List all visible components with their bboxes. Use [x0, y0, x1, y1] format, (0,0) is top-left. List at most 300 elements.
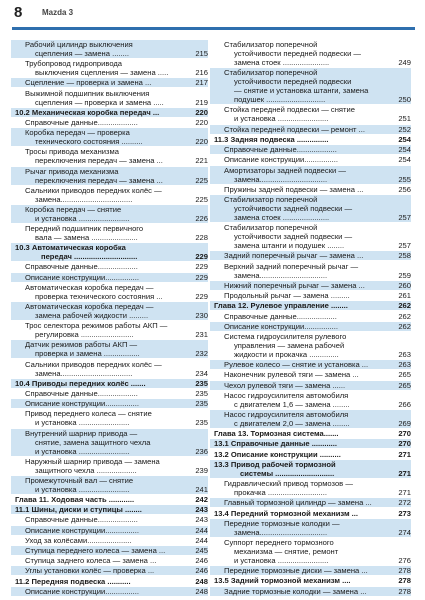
- toc-entry-line: Справочные данные...................: [224, 145, 337, 155]
- toc-entry-title: [224, 145, 396, 154]
- toc-entry-line: Стабилизатор поперечной: [224, 68, 318, 78]
- toc-page-number: 251: [398, 114, 411, 124]
- toc-entry-line: и установка ........................: [35, 418, 130, 428]
- toc-entry-line: 10.2 Механическая коробка передач ...: [15, 107, 160, 117]
- toc-entry-title: [224, 519, 396, 537]
- toc-page-number: 276: [398, 556, 411, 565]
- toc-entry-line: с двигателем 2,0 — замена ........: [234, 419, 350, 429]
- toc-section-heading: [214, 135, 411, 144]
- toc-chapter: [210, 301, 411, 310]
- toc-entry: [15, 283, 208, 301]
- toc-entry-title: [224, 40, 396, 67]
- toc-page-number: 232: [195, 349, 208, 359]
- toc-entry-title: [15, 379, 193, 388]
- toc-section-heading: [210, 460, 411, 478]
- toc-page-number: 216: [195, 68, 208, 78]
- toc-entry-title: [25, 556, 193, 565]
- toc-entry-line: 10.4 Приводы передних колёс .......: [15, 378, 146, 388]
- toc-entry-title: [25, 273, 193, 282]
- toc-entry-line: управления — замена рабочей: [234, 340, 345, 350]
- toc-page-number: 261: [398, 291, 411, 301]
- toc-page-number: 252: [398, 124, 411, 134]
- toc-entry-line: замена штанги и подушек ........: [234, 241, 345, 251]
- toc-entry-line: Задние тормозные колодки — замена ...: [224, 586, 367, 596]
- toc-page-number: 220: [195, 117, 208, 127]
- toc-entry-line: Выжимной подшипник выключения: [25, 88, 150, 98]
- toc-entry-line: Стабилизатор поперечной: [224, 40, 318, 49]
- toc-entry-line: Сальники приводов передних колёс —: [25, 359, 162, 369]
- toc-entry: [11, 40, 208, 58]
- toc-section-heading: [214, 450, 411, 459]
- toc-page-number: 230: [195, 311, 208, 320]
- toc-entry-title: [25, 457, 193, 475]
- toc-entry-title: [25, 409, 193, 427]
- toc-entry: [15, 321, 208, 339]
- toc-entry-line: Стойка передней подвески — ремонт ...: [224, 124, 365, 134]
- toc-page-number: 226: [195, 213, 208, 223]
- toc-entry-line: Глава 11. Ходовая часть ............: [15, 495, 135, 505]
- toc-entry-line: Описание конструкции................: [25, 525, 139, 535]
- toc-entry-line: 13.3 Привод рабочей тормозной: [214, 459, 336, 469]
- toc-entry-line: Автоматическая коробка передач —: [25, 302, 154, 311]
- toc-entry: [15, 224, 208, 242]
- toc-entry: [210, 566, 411, 575]
- toc-entry-line: Коробка передач — проверка: [25, 128, 130, 138]
- toc-entry-title: [25, 167, 193, 185]
- toc-entry-line: Чехол рулевой тяги — замена ......: [224, 380, 346, 390]
- toc-entry-line: замена..................................: [35, 368, 133, 378]
- toc-page-number: 231: [195, 330, 208, 340]
- toc-chapter: [214, 429, 411, 438]
- toc-entry-line: Передние тормозные диски — замена ...: [224, 566, 368, 576]
- toc-entry-title: [25, 566, 193, 575]
- toc-entry-title: [25, 389, 193, 398]
- toc-entry-title: [25, 429, 193, 456]
- toc-entry-title: [25, 59, 193, 77]
- toc-entry: [15, 59, 208, 77]
- toc-entry-title: [25, 40, 193, 58]
- toc-entry-title: [25, 399, 193, 408]
- toc-entry-line: Внутренний шарнир привода —: [25, 428, 138, 438]
- toc-entry-line: Стабилизатор поперечной: [224, 194, 318, 204]
- toc-entry: [210, 68, 411, 104]
- toc-entry-line: и установка ........................: [35, 484, 130, 494]
- toc-page-number: 239: [195, 465, 208, 475]
- toc-entry: [11, 399, 208, 408]
- toc-entry: [210, 498, 411, 507]
- toc-entry-line: Трубопровод гидропривода: [25, 59, 123, 69]
- toc-entry-line: подушек ............................: [234, 95, 326, 105]
- toc-entry-title: [214, 509, 396, 518]
- toc-entry-line: Справочные данные...................: [25, 117, 138, 127]
- toc-entry-title: [224, 125, 396, 134]
- toc-page-number: 270: [398, 439, 411, 449]
- toc-entry-line: Рычаг привода механизма: [25, 166, 119, 176]
- toc-entry-line: Описание конструкции................: [224, 321, 338, 331]
- toc-page-number: 272: [398, 498, 411, 508]
- toc-entry-line: Трос селектора режимов работы АКП —: [25, 321, 168, 331]
- toc-entry: [210, 281, 411, 290]
- toc-entry: [210, 195, 411, 222]
- toc-entry-line: Задний поперечный рычаг — замена ...: [224, 251, 364, 261]
- toc-entry: [11, 526, 208, 535]
- toc-entry-line: замена................................: [234, 270, 328, 280]
- toc-page-number: 243: [195, 505, 208, 515]
- toc-page-number: 235: [195, 418, 208, 428]
- toc-entry-line: Суппорт переднего тормозного: [224, 538, 334, 547]
- toc-entry-title: [224, 479, 396, 497]
- toc-entry-title: [25, 147, 193, 165]
- toc-entry-line: Справочные данные...................: [25, 262, 138, 272]
- toc-entry-line: Глава 12. Рулевое управление ........: [214, 301, 348, 311]
- toc-entry-line: Тросы привода механизма: [25, 147, 119, 157]
- toc-entry-line: 13.2 Описание конструкции ..........: [214, 449, 341, 459]
- toc-entry: [11, 566, 208, 575]
- toc-entry-line: 13.1 Справочные данные ............: [214, 439, 338, 449]
- toc-entry-title: [224, 410, 396, 428]
- toc-page-number: 278: [398, 566, 411, 576]
- toc-section-heading: [210, 439, 411, 448]
- toc-entry: [15, 147, 208, 165]
- toc-entry-line: переключения передач — замена ...: [35, 175, 163, 185]
- toc-entry-line: 13.5 Задний тормозной механизм ....: [214, 576, 351, 586]
- toc-entry: [15, 515, 208, 524]
- toc-page-number: 263: [398, 360, 411, 370]
- toc-entry-line: проверка и замена .................: [35, 349, 140, 359]
- toc-section-heading: [214, 576, 411, 585]
- toc-entry-title: [214, 576, 396, 585]
- toc-entry: [214, 223, 411, 250]
- toc-entry-line: Описание конструкции................: [224, 155, 338, 165]
- toc-entry-title: [214, 301, 396, 310]
- toc-page-number: 265: [398, 370, 411, 380]
- toc-entry: [15, 409, 208, 427]
- toc-entry-line: и установка ........................: [234, 556, 329, 565]
- toc-page-number: 266: [398, 399, 411, 409]
- toc-entry: [11, 476, 208, 494]
- toc-entry-title: [224, 566, 396, 575]
- toc-entry: [214, 155, 411, 164]
- toc-section-heading: [11, 243, 208, 261]
- toc-page-number: 243: [195, 515, 208, 525]
- toc-entry-line: устойчивости передней подвески —: [234, 49, 362, 58]
- toc-entry-title: [15, 495, 193, 504]
- toc-entry-line: 11.3 Задняя подвеска ...............: [214, 134, 329, 144]
- toc-entry-title: [224, 381, 396, 390]
- toc-entry-line: Насос гидроусилителя автомобиля: [224, 410, 349, 420]
- toc-page-number: 220: [195, 107, 208, 117]
- toc-entry-line: Уход за колёсами.....................: [25, 535, 132, 545]
- toc-entry-title: [25, 340, 193, 358]
- toc-entry: [210, 381, 411, 390]
- toc-entry-title: [25, 536, 193, 545]
- toc-page-number: 271: [398, 488, 411, 498]
- toc-entry-title: [224, 370, 396, 379]
- toc-entry-title: [224, 312, 396, 321]
- toc-entry-line: Углы установки колёс — проверка ...: [25, 566, 155, 576]
- toc-page-number: 220: [195, 137, 208, 147]
- toc-entry-title: [214, 460, 396, 478]
- toc-entry-title: [25, 321, 193, 339]
- toc-page-number: 234: [195, 368, 208, 378]
- toc-entry-line: Описание конструкции................: [25, 272, 139, 282]
- toc-page-number: 244: [195, 535, 208, 545]
- toc-page-number: 259: [398, 270, 411, 280]
- toc-entry: [210, 251, 411, 260]
- toc-page-number: 254: [398, 145, 411, 155]
- toc-page-number: 228: [195, 233, 208, 243]
- toc-page-number: 257: [398, 212, 411, 222]
- toc-page-number: 255: [398, 174, 411, 184]
- toc-entry-title: [214, 135, 396, 144]
- toc-entry: [11, 78, 208, 87]
- toc-entry: [210, 166, 411, 184]
- toc-entry-line: — снятие и установка штанги, замена: [234, 86, 369, 96]
- toc-entry-line: снятие, замена защитного чехла: [35, 437, 151, 447]
- toc-entry-line: замена................................: [234, 527, 328, 537]
- toc-entry: [11, 546, 208, 555]
- toc-entry-line: Передние тормозные колодки —: [224, 518, 340, 528]
- toc-page-number: 278: [398, 586, 411, 596]
- toc-entry-title: [224, 166, 396, 184]
- toc-page-number: 263: [398, 349, 411, 359]
- toc-page-number: 254: [398, 134, 411, 144]
- toc-page-number: 254: [398, 155, 411, 165]
- toc-page-number: 273: [398, 508, 411, 518]
- toc-page-number: 241: [195, 484, 208, 494]
- toc-entry-line: Передний подшипник первичного: [25, 224, 144, 234]
- toc-page-number: 271: [398, 449, 411, 459]
- toc-entry-title: [214, 429, 396, 438]
- toc-entry-title: [15, 505, 193, 514]
- toc-page-number: 262: [398, 321, 411, 331]
- page-number: 8: [14, 4, 23, 21]
- toc-entry-title: [224, 262, 396, 280]
- toc-entry-line: Гидравлический привод тормозов —: [224, 479, 353, 489]
- toc-entry-line: Справочные данные...................: [224, 311, 337, 321]
- toc-page-number: 260: [398, 280, 411, 290]
- toc-entry: [210, 322, 411, 331]
- toc-entry-title: [214, 439, 396, 448]
- toc-section-heading: [11, 108, 208, 117]
- toc-entry-line: жидкости и прокачка ..............: [234, 349, 339, 359]
- toc-entry: [11, 429, 208, 456]
- toc-entry: [214, 538, 411, 565]
- toc-entry: [214, 332, 411, 359]
- toc-entry-line: Привод переднего колеса — снятие: [25, 409, 152, 419]
- book-title: Mazda 3: [42, 8, 74, 17]
- toc-entry-line: Описание конструкции................: [25, 399, 139, 409]
- toc-entry-title: [224, 498, 396, 507]
- toc-entry-line: Описание конструкции................: [25, 586, 139, 596]
- toc-entry: [210, 145, 411, 154]
- toc-entry-title: [25, 78, 193, 87]
- toc-chapter: [15, 495, 208, 504]
- toc-entry: [15, 457, 208, 475]
- toc-entry: [11, 128, 208, 146]
- toc-page-number: 225: [195, 175, 208, 185]
- toc-entry-line: Верхний задний поперечный рычаг —: [224, 261, 359, 271]
- toc-entry: [11, 273, 208, 282]
- toc-entry-line: сцепления — проверка и замена .....: [35, 97, 164, 107]
- toc-entry-line: Амортизаторы задней подвески —: [224, 165, 346, 175]
- toc-page-number: 225: [195, 194, 208, 204]
- toc-entry-line: вала — замена ......................: [35, 233, 138, 243]
- toc-page-number: 271: [398, 468, 411, 478]
- toc-entry: [11, 587, 208, 596]
- toc-entry-line: Стабилизатор поперечной: [224, 223, 318, 233]
- toc-entry-line: механизма — снятие, ремонт: [234, 547, 339, 556]
- toc-entry-line: и установка ........................: [35, 446, 130, 456]
- toc-entry: [214, 312, 411, 321]
- toc-page-number: 229: [195, 252, 208, 262]
- toc-entry-title: [25, 89, 193, 107]
- toc-entry-title: [224, 360, 396, 369]
- toc-entry: [214, 262, 411, 280]
- toc-entry-line: Промежуточный вал — снятие: [25, 475, 134, 485]
- toc-section-heading: [214, 509, 411, 518]
- toc-page-number: 235: [195, 378, 208, 388]
- toc-entry: [15, 360, 208, 378]
- toc-entry-line: Сцепление — проверка и замена ...: [25, 78, 152, 88]
- toc-entry-line: Рулевое колесо — снятие и установка ...: [224, 360, 369, 370]
- toc-entry-line: выключения сцепления — замена .....: [35, 68, 169, 78]
- toc-entry-line: Ступица заднего колеса — замена ...: [25, 556, 157, 566]
- toc-entry: [210, 519, 411, 537]
- toc-entry-title: [25, 360, 193, 378]
- toc-entry-title: [224, 105, 396, 123]
- toc-page-number: 242: [195, 495, 208, 505]
- toc-entry-line: защитного чехла ...................: [35, 465, 137, 475]
- toc-entry: [15, 262, 208, 271]
- toc-page-number: 246: [195, 556, 208, 566]
- toc-entry: [15, 118, 208, 127]
- toc-page-number: 249: [398, 58, 411, 67]
- toc-entry-line: Справочные данные...................: [25, 388, 138, 398]
- toc-entry: [214, 479, 411, 497]
- toc-entry-title: [224, 538, 396, 565]
- toc-entry: [15, 556, 208, 565]
- toc-entry: [214, 391, 411, 409]
- toc-entry-line: устойчивости передней подвески: [234, 77, 352, 87]
- toc-entry-line: Пружины задней подвески — замена ...: [224, 184, 364, 194]
- toc-column-left: [15, 40, 208, 596]
- toc-entry-title: [25, 302, 193, 320]
- toc-entry-line: Сальники приводов передних колёс —: [25, 185, 162, 195]
- toc-entry-line: Датчик режимов работы АКП —: [25, 340, 138, 350]
- toc-entry-line: регулировка .........................: [35, 330, 134, 340]
- toc-entry: [214, 370, 411, 379]
- toc-entry-title: [224, 185, 396, 194]
- toc-entry: [214, 105, 411, 123]
- toc-entry-line: Главный тормозной цилиндр — замена ...: [224, 498, 372, 508]
- toc-entry-title: [25, 546, 193, 555]
- toc-page-number: 258: [398, 251, 411, 261]
- toc-page-number: 250: [398, 95, 411, 105]
- toc-entry-title: [25, 224, 193, 242]
- toc-page-number: 229: [195, 291, 208, 301]
- toc-entry-line: Наружный шарнир привода — замена: [25, 456, 160, 466]
- toc-entry-title: [224, 223, 396, 250]
- toc-entry-title: [224, 251, 396, 260]
- toc-entry: [214, 291, 411, 300]
- toc-entry-title: [224, 291, 396, 300]
- toc-entry-title: [25, 587, 193, 596]
- toc-page-number: 219: [195, 97, 208, 107]
- toc-entry-line: 13.4 Передний тормозной механизм ...: [214, 508, 358, 518]
- toc-entry-title: [224, 332, 396, 359]
- toc-entry-line: Коробка передач — снятие: [25, 204, 122, 214]
- toc-page-number: 265: [398, 380, 411, 390]
- toc-entry-line: устойчивости задней подвески —: [234, 203, 353, 213]
- toc-entry-line: Продольный рычаг — замена .........: [224, 291, 350, 301]
- toc-entry: [11, 167, 208, 185]
- toc-entry-line: сцепления — замена ........: [35, 49, 129, 58]
- toc-entry: [11, 205, 208, 223]
- toc-entry-line: проверка технического состояния ...: [35, 291, 163, 301]
- toc-entry-title: [224, 281, 396, 290]
- toc-entry: [15, 389, 208, 398]
- toc-page-number: 270: [398, 429, 411, 439]
- toc-entry-title: [224, 587, 396, 596]
- toc-entry-line: замена стоек ......................: [234, 212, 330, 222]
- toc-entry: [214, 185, 411, 194]
- toc-entry-line: Автоматическая коробка передач —: [25, 282, 154, 292]
- toc-section-heading: [15, 577, 208, 586]
- toc-entry-line: 11.2 Передняя подвеска ...........: [15, 576, 131, 586]
- toc-entry-line: замена..................................: [35, 194, 133, 204]
- toc-page-number: 229: [195, 262, 208, 272]
- toc-entry-title: [25, 526, 193, 535]
- toc-page-number: 235: [195, 399, 208, 409]
- toc-entry-title: [25, 476, 193, 494]
- toc-entry-line: Нижний поперечный рычаг — замена ...: [224, 280, 365, 290]
- toc-entry-line: замена рабочей жидкости .........: [35, 311, 149, 320]
- toc-entry-title: [25, 515, 193, 524]
- toc-entry-line: прокачка ............................: [234, 488, 327, 498]
- toc-page-number: 262: [398, 301, 411, 311]
- toc-entry-line: Рабочий цилиндр выключения: [25, 40, 133, 49]
- toc-entry: [11, 340, 208, 358]
- toc-page-number: 262: [398, 311, 411, 321]
- toc-page-number: 229: [195, 272, 208, 282]
- toc-page-number: 274: [398, 527, 411, 537]
- toc-entry-title: [224, 155, 396, 164]
- toc-entry-title: [25, 186, 193, 204]
- toc-entry: [210, 587, 411, 596]
- toc-entry-line: замена стоек ......................: [234, 58, 330, 67]
- toc-entry-line: Ступица переднего колеса — замена ...: [25, 546, 166, 555]
- toc-entry: [15, 186, 208, 204]
- toc-entry-line: замена................................: [234, 174, 328, 184]
- toc-page-number: 257: [398, 241, 411, 251]
- toc-entry-title: [224, 391, 396, 409]
- toc-entry-line: Наконечник рулевой тяги — замена ...: [224, 370, 359, 380]
- toc-entry-title: [25, 205, 193, 223]
- toc-entry-title: [224, 195, 396, 222]
- toc-section-heading: [11, 505, 208, 514]
- toc-entry-line: Насос гидроусилителя автомобиля: [224, 390, 349, 400]
- toc-section-heading: [11, 379, 208, 388]
- toc-page-number: 235: [195, 388, 208, 398]
- toc-entry-title: [25, 262, 193, 271]
- toc-entry-line: 10.3 Автоматическая коробка: [15, 243, 126, 253]
- toc-page-number: 248: [195, 576, 208, 586]
- toc-entry: [210, 125, 411, 134]
- toc-page-number: 221: [195, 156, 208, 166]
- toc-entry-line: переключения передач — замена ...: [35, 156, 163, 166]
- toc-page-number: 215: [195, 49, 208, 58]
